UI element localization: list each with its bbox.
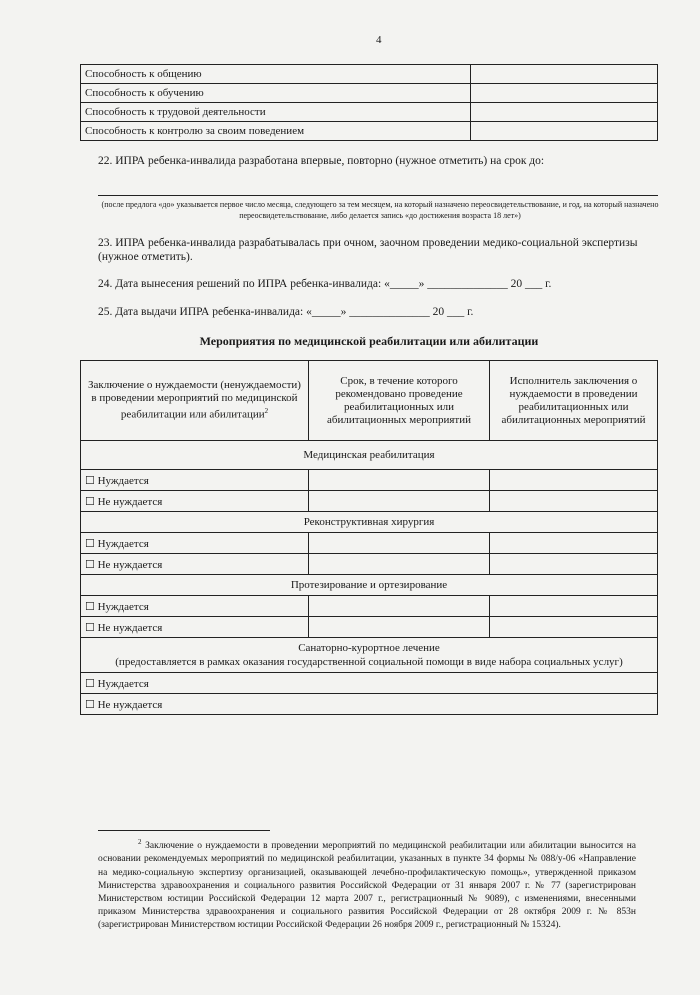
item-22-note: (после предлога «до» указывается первое число месяца, следующего за тем месяцем, на который назначено переосвидетельствование, и год, на который назначено переосвидетельствование, либо делается запись «до достижения возраста 18 лет») (101, 200, 659, 220)
executor-cell (490, 596, 658, 617)
column-header: Срок, в течение которого рекомендовано проведение реабилитационных или абилитационных мероприятий (309, 361, 490, 441)
option-needs[interactable]: ☐ Нуждается (81, 470, 309, 491)
term-cell (309, 617, 490, 638)
section-subtitle-text: (предоставляется в рамках оказания государственной социальной помощи в виде набора социальных услуг) (115, 656, 623, 668)
term-cell (309, 491, 490, 512)
section-row: Протезирование и ортезирование (81, 575, 658, 596)
ability-value (471, 84, 658, 103)
ability-value (471, 65, 658, 84)
ability-label: Способность к контролю за своим поведением (81, 122, 471, 141)
footnote-divider (98, 830, 270, 831)
term-cell (309, 554, 490, 575)
section-row (81, 638, 658, 673)
footnote-mark: 2 (138, 838, 142, 846)
option-not-needs[interactable]: ☐ Не нуждается (81, 554, 309, 575)
item-23: 23. ИПРА ребенка-инвалида разрабатывалась при очном, заочном проведении медико-социальной экспертизы (нужное отметить). (98, 237, 638, 263)
ability-value (471, 103, 658, 122)
rehabilitation-table (80, 360, 658, 715)
term-cell (309, 470, 490, 491)
footnote-text: Заключение о нуждаемости в проведении мероприятий по медицинской реабилитации или абилитации выносится на основании рекомендуемых мероприятий по медицинской реабилитации, указанных в пункте 34 формы № 088/у-06 «Направление на медико-социальную экспертизу организацией, оказывающей лечебно-профилактическую помощь», утвержденной приказом Министерства здравоохранения и социального развития Российской Федерации от 31 января 2007 г. № 77 (зарегистрирован Министерством юстиции Российской Федерации 12 марта 2007 г., регистрационный № 9089), с изменениями, внесенными приказом Министерства здравоохранения и социального развития Российской Федерации от 28 октября 2009 г. № 853н (зарегистрирован Министерством юстиции Российской Федерации 26 ноября 2009 г., регистрационный № 15324). (98, 841, 637, 931)
executor-cell (490, 491, 658, 512)
option-not-needs[interactable]: ☐ Не нуждается (81, 694, 658, 715)
column-header: Исполнитель заключения о нуждаемости в проведении реабилитационных или абилитационных мероприятий (490, 361, 658, 441)
item-24: 24. Дата вынесения решений по ИПРА ребенка-инвалида: «_____» ______________ 20 ___ г. (98, 278, 552, 290)
table-row (81, 84, 658, 103)
option-not-needs[interactable]: ☐ Не нуждается (81, 617, 309, 638)
table-row (81, 103, 658, 122)
section-row: Реконструктивная хирургия (81, 512, 658, 533)
divider-line (98, 195, 658, 196)
item-22: 22. ИПРА ребенка-инвалида разработана впервые, повторно (нужное отметить) на срок до: (98, 155, 545, 167)
item-25: 25. Дата выдачи ИПРА ребенка-инвалида: «_____» ______________ 20 ___ г. (98, 306, 474, 318)
option-needs[interactable]: ☐ Нуждается (81, 673, 658, 694)
term-cell (309, 596, 490, 617)
section-title: Мероприятия по медицинской реабилитации или абилитации (199, 334, 539, 348)
footnote (98, 836, 636, 933)
ability-label: Способность к трудовой деятельности (81, 103, 471, 122)
section-row: Медицинская реабилитация (81, 441, 658, 470)
option-needs[interactable]: ☐ Нуждается (81, 596, 309, 617)
table-row (81, 65, 658, 84)
table-row (81, 122, 658, 141)
executor-cell (490, 533, 658, 554)
section-title-text: Санаторно-курортное лечение (298, 642, 440, 654)
abilities-table (80, 64, 658, 141)
page-number: 4 (376, 34, 382, 46)
term-cell (309, 533, 490, 554)
option-not-needs[interactable]: ☐ Не нуждается (81, 491, 309, 512)
column-header: Заключение о нуждаемости (ненуждаемости) в проведении мероприятий по медицинской реабилитации или абилитации$^2$ (81, 361, 309, 441)
table-header-row (81, 361, 658, 441)
ability-value (471, 122, 658, 141)
ability-label: Способность к обучению (81, 84, 471, 103)
executor-cell (490, 617, 658, 638)
option-needs[interactable]: ☐ Нуждается (81, 533, 309, 554)
executor-cell (490, 470, 658, 491)
executor-cell (490, 554, 658, 575)
ability-label: Способность к общению (81, 65, 471, 84)
